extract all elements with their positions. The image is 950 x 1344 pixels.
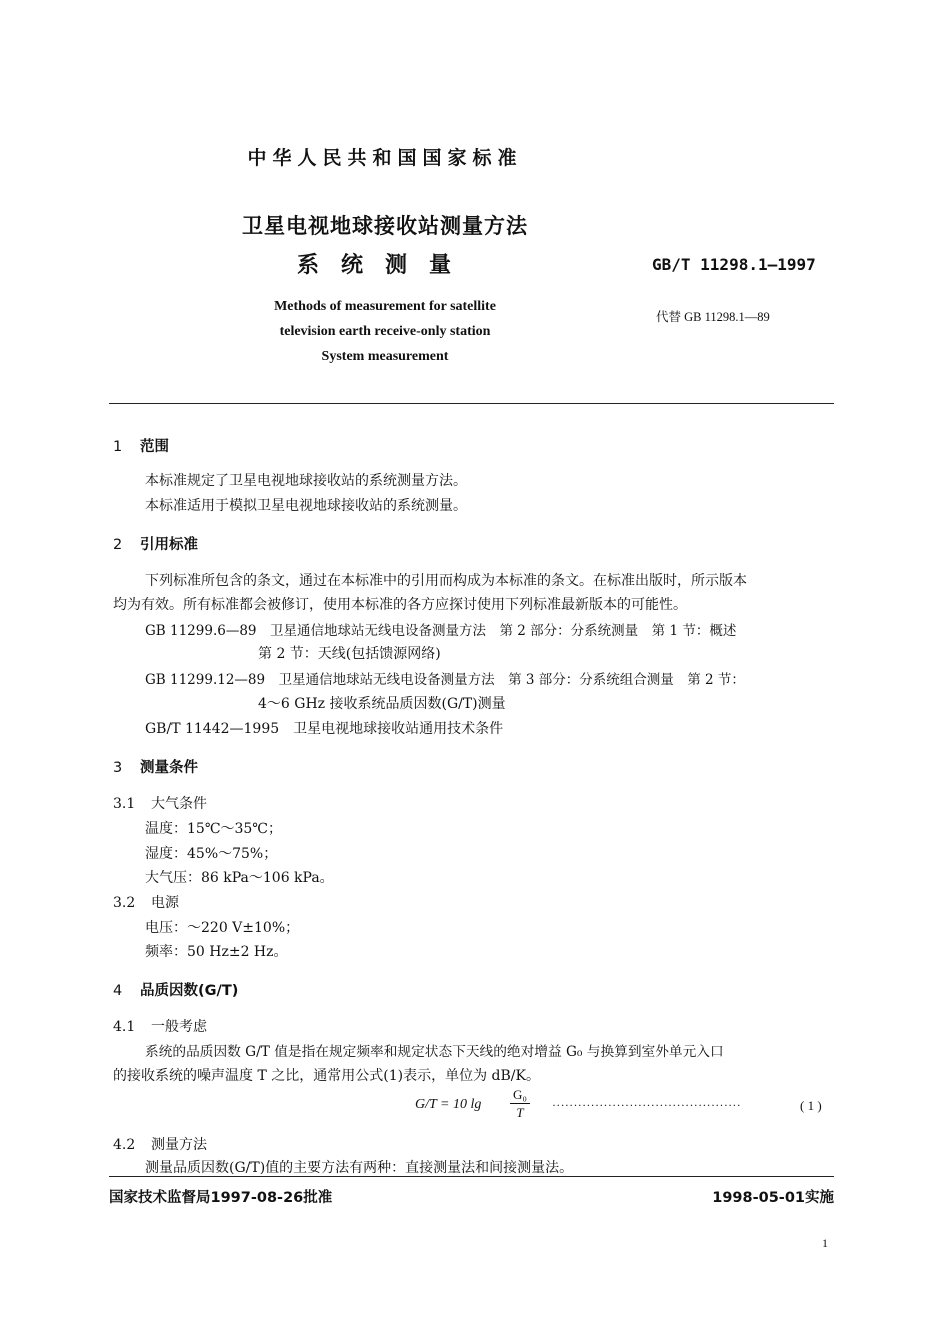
reference-1-line-2: 第 2 节：天线(包括馈源网络)	[258, 646, 441, 662]
section-title: 测量条件	[140, 760, 198, 776]
effective-date: 1998-05-01实施	[712, 1190, 834, 1206]
section-number: 2	[113, 537, 123, 553]
approval-statement: 国家技术监督局1997-08-26批准	[109, 1190, 333, 1206]
section-title: 范围	[140, 439, 169, 455]
english-title	[0, 294, 770, 369]
section-4-1-paragraph-line-2: 的接收系统的噪声温度 T 之比，通常用公式(1)表示，单位为 dB/K。	[113, 1068, 540, 1084]
document-subtitle: 系统测量	[296, 253, 473, 278]
section-1-paragraph-1: 本标准规定了卫星电视地球接收站的系统测量方法。	[145, 473, 467, 489]
english-title-line-2: television earth receive-only station	[279, 324, 491, 339]
subsection-title: 电源	[151, 895, 179, 911]
subsection-number: 4.2	[113, 1137, 136, 1153]
section-2-intro-line-1: 下列标准所包含的条文，通过在本标准中的引用而构成为本标准的条文。在标准出版时，所示版本	[145, 573, 747, 589]
section-4-2-paragraph: 测量品质因数(G/T)值的主要方法有两种：直接测量法和间接测量法。	[145, 1160, 574, 1176]
section-1-paragraph-2: 本标准适用于模拟卫星电视地球接收站的系统测量。	[145, 498, 467, 514]
section-2-intro-line-2: 均为有效。所有标准都会被修订，使用本标准的各方应探讨使用下列标准最新版本的可能性。	[113, 597, 687, 613]
temperature-condition: 温度：15℃～35℃；	[145, 821, 282, 837]
section-4-1-heading	[113, 1016, 207, 1036]
section-4-heading	[113, 979, 238, 1000]
page-number: 1	[822, 1236, 828, 1250]
header-divider	[109, 403, 834, 404]
section-number: 3	[113, 760, 123, 776]
formula-lhs: G/T = 10 lg	[415, 1097, 482, 1112]
section-2-heading	[113, 533, 198, 554]
standard-number: GB/T 11298.1—1997	[652, 255, 816, 274]
subsection-number: 3.2	[113, 895, 136, 911]
english-title-line-3: System measurement	[321, 349, 449, 364]
voltage-condition: 电压：～220 V±10%；	[145, 920, 300, 936]
reference-1-line-1: GB 11299.6—89 卫星通信地球站无线电设备测量方法 第 2 部分：分系统测量 第 1 节：概述	[145, 623, 737, 639]
reference-3: GB/T 11442—1995 卫星电视地球接收站通用技术条件	[145, 721, 504, 737]
subsection-title: 测量方法	[151, 1137, 207, 1153]
formula-label: ( 1 )	[800, 1098, 822, 1113]
national-standard-heading: 中华人民共和国国家标准	[247, 147, 523, 169]
document-title: 卫星电视地球接收站测量方法	[242, 214, 528, 238]
formula-fraction	[510, 1088, 530, 1119]
formula-leader-dots: ············································	[552, 1098, 742, 1112]
section-title: 品质因数(G/T)	[140, 983, 239, 999]
section-1-heading	[113, 435, 169, 456]
frequency-condition: 频率：50 Hz±2 Hz。	[145, 944, 288, 960]
pressure-condition: 大气压：86 kPa～106 kPa。	[145, 870, 334, 886]
section-3-2-heading	[113, 892, 179, 912]
section-number: 1	[113, 439, 123, 455]
section-title: 引用标准	[140, 537, 198, 553]
subsection-title: 一般考虑	[151, 1019, 207, 1035]
replaces-note: 代替 GB 11298.1—89	[656, 310, 770, 324]
section-3-heading	[113, 756, 198, 777]
formula-numerator: G₀	[513, 1087, 527, 1102]
footer-divider	[109, 1176, 834, 1177]
subsection-title: 大气条件	[151, 796, 207, 812]
formula-denominator: T	[516, 1105, 524, 1120]
section-3-1-heading	[113, 793, 207, 813]
reference-2-line-1: GB 11299.12—89 卫星通信地球站无线电设备测量方法 第 3 部分：分系统组合测量 第 2 节：	[145, 672, 745, 688]
subsection-number: 3.1	[113, 796, 136, 812]
english-title-line-1: Methods of measurement for satellite	[274, 299, 496, 314]
section-number: 4	[113, 983, 123, 999]
humidity-condition: 湿度：45%～75%；	[145, 846, 278, 862]
section-4-1-paragraph-line-1: 系统的品质因数 G/T 值是指在规定频率和规定状态下天线的绝对增益 G₀ 与换算到室外单元入口	[145, 1044, 724, 1060]
reference-2-line-2: 4～6 GHz 接收系统品质因数(G/T)测量	[258, 696, 506, 712]
section-4-2-heading	[113, 1134, 207, 1154]
fraction-bar	[510, 1103, 530, 1104]
subsection-number: 4.1	[113, 1019, 136, 1035]
